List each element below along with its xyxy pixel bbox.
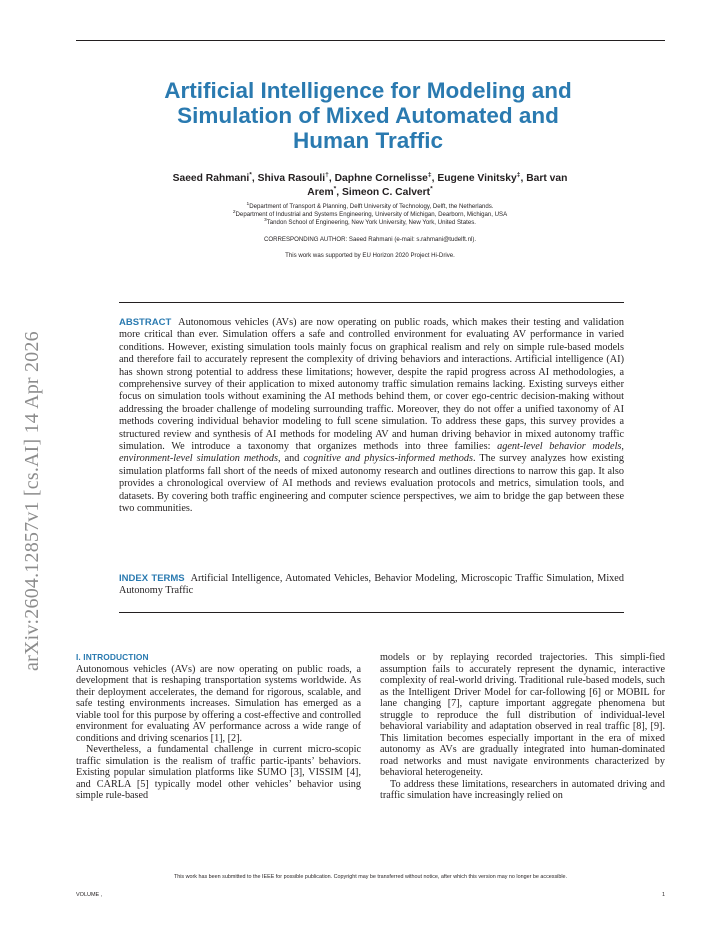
affiliation bbox=[120, 219, 620, 227]
right-column bbox=[380, 652, 665, 802]
paragraph: Nevertheless, a fundamental challenge in current micro-scopic traffic simulation is the realism of traffic partic-ipants’ behaviors. Existing popular simulation platforms like SUMO [3], VISSIM [4], and CARLA [5] typically model other vehicles’ behavior using simple rule-based bbox=[76, 744, 361, 801]
corresponding-author: CORRESPONDING AUTHOR: Saeed Rahmani (e-mail: s.rahmani@tudelft.nl). bbox=[263, 236, 477, 243]
section-heading: I. INTRODUCTION bbox=[76, 652, 149, 662]
arxiv-watermark: arXiv:2604.12857v1 [cs.AI] 14 Apr 2026 bbox=[21, 331, 43, 671]
index-terms-text: Artificial Intelligence, Automated Vehicles, Behavior Modeling, Microscopic Traffic Simulation, Mixed Autonomy Traffic bbox=[119, 573, 624, 597]
abstract-label: ABSTRACT bbox=[119, 317, 172, 328]
index-terms bbox=[119, 573, 624, 598]
author-mark: * bbox=[249, 171, 252, 179]
author-name: Eugene Vinitsky bbox=[437, 173, 517, 184]
abstract-separator: , bbox=[621, 441, 624, 453]
header-rule bbox=[76, 40, 665, 41]
affiliation-mark: 3 bbox=[264, 217, 267, 223]
taxonomy-family: environment-level simulation methods bbox=[119, 453, 279, 465]
volume-label: VOLUME , bbox=[76, 892, 103, 898]
abstract-bottom-rule bbox=[119, 612, 624, 613]
taxonomy-family: agent-level behavior models bbox=[497, 441, 622, 453]
affiliations bbox=[120, 203, 620, 227]
abstract-top-rule bbox=[119, 302, 624, 303]
author-mark: ‡ bbox=[427, 171, 432, 179]
author-mark: ‡ bbox=[516, 171, 521, 179]
author-mark: * bbox=[430, 185, 433, 193]
author-name: Shiva Rasouli bbox=[257, 173, 326, 184]
affiliation bbox=[120, 211, 620, 219]
paragraph: Autonomous vehicles (AVs) are now operating on public roads, a development that is reshaping transportation systems worldwide. As their deployment accelerates, the demand for rigorous, scalable, and safe testing environments increases. Simulation has emerged as a viable tool for this purpose by offering a cost-effective and controlled environment for evaluating AV performance across a wide range of conditions and driving scenarios [1], [2]. bbox=[76, 663, 361, 744]
submission-note: This work has been submitted to the IEEE for possible publication. Copyright may be transferred without notice, after which this version may no longer be accessible. bbox=[173, 874, 568, 880]
abstract bbox=[119, 317, 624, 516]
author-mark: * bbox=[333, 185, 337, 193]
affiliation-text: Department of Transport & Planning, Delft University of Technology, Delft, the Netherlands. bbox=[249, 203, 494, 210]
abstract-text: Autonomous vehicles (AVs) are now operating on public roads, which makes their testing and validation more critical than ever. Simulation offers a safe and controlled environment for evaluating AV performance in varied conditions. However, existing simulation tools mainly focus on graphical realism and rely on simple rule-based models and therefore fail to accurately represent the complexity of driving behaviors and interactions. Artificial intelligence (AI) has shown strong potential to address these limitations; however, despite the rapid progress across AI methodologies, a comprehensive survey of their application to mixed autonomy traffic simulation remains lacking. Existing surveys either focus on simulation tools without examining the AI methods behind them, or cover ego-centric decision-making without addressing the broader challenge of modeling surrounding traffic. Moreover, they do not offer a unified taxonomy of AI methods covering individual behavior modeling to full scene simulation. To address these gaps, this survey provides a structured review and synthesis of AI methods for modeling AV and human driving behavior in mixed autonomy traffic simulation. We introduce a taxonomy that organizes methods into three families: bbox=[119, 317, 624, 453]
title-line: Artificial Intelligence for Modeling and bbox=[164, 78, 572, 103]
paper-title bbox=[100, 78, 636, 153]
affiliation-text: Tandon School of Engineering, New York University, New York, United States. bbox=[266, 219, 476, 226]
affiliation bbox=[120, 203, 620, 211]
author-name: Saeed Rahmani bbox=[172, 173, 250, 184]
author-name: Simeon C. Calvert bbox=[341, 187, 431, 198]
author-mark: † bbox=[325, 171, 329, 179]
taxonomy-family: cognitive and physics-informed methods bbox=[303, 453, 474, 465]
index-terms-label: INDEX TERMS bbox=[119, 573, 185, 584]
title-line: Simulation of Mixed Automated and bbox=[177, 103, 559, 128]
paragraph: models or by replaying recorded trajectories. This simpli-fied assumption fails to accurately represent the dynamic, interactive complexity of real-world driving. Traditional rule-based models, such as the Intelligent Driver Model for car-following [6] or MOBIL for lane changing [7], capture important aggregate phenomena but struggle to reproduce the full distribution of individual-level behavioral variability and adaptation observed in real traffic [8], [9]. This limitation becomes especially important in the era of mixed autonomy as AVs are gradually integrated into human-dominated road networks and must navigate environments characterized by behavioral heterogeneity. bbox=[380, 652, 665, 778]
left-column bbox=[76, 652, 361, 802]
author-list: Saeed Rahmani*, Shiva Rasouli†, Daphne Cornelisse‡, Eugene Vinitsky‡, Bart van Arem*, Simeon C. Calvert* bbox=[172, 171, 568, 198]
page-number: 1 bbox=[661, 892, 665, 898]
paragraph: To address these limitations, researchers in automated driving and traffic simulation have increasingly relied on bbox=[380, 778, 665, 801]
abstract-text: . The survey analyzes how existing simulation platforms fall short of the needs of mixed autonomy research and outlines directions to narrow this gap. It also provides a chronological overview of AI methods and reviews evaluation protocols and metrics, simulation tools, and datasets. By covering both traffic engineering and computer science perspectives, we aim to bridge the gap between these two communities. bbox=[119, 453, 624, 515]
title-line: Human Traffic bbox=[292, 128, 444, 153]
affiliation-mark: 1 bbox=[246, 201, 250, 207]
affiliation-text: Department of Industrial and Systems Engineering, University of Michigan, Dearborn, Michigan, USA bbox=[235, 211, 508, 218]
abstract-separator: , and bbox=[278, 453, 304, 465]
funding-note: This work was supported by EU Horizon 2020 Project Hi-Drive. bbox=[285, 252, 455, 259]
author-name: Daphne Cornelisse bbox=[334, 173, 428, 184]
affiliation-mark: 2 bbox=[232, 209, 236, 215]
